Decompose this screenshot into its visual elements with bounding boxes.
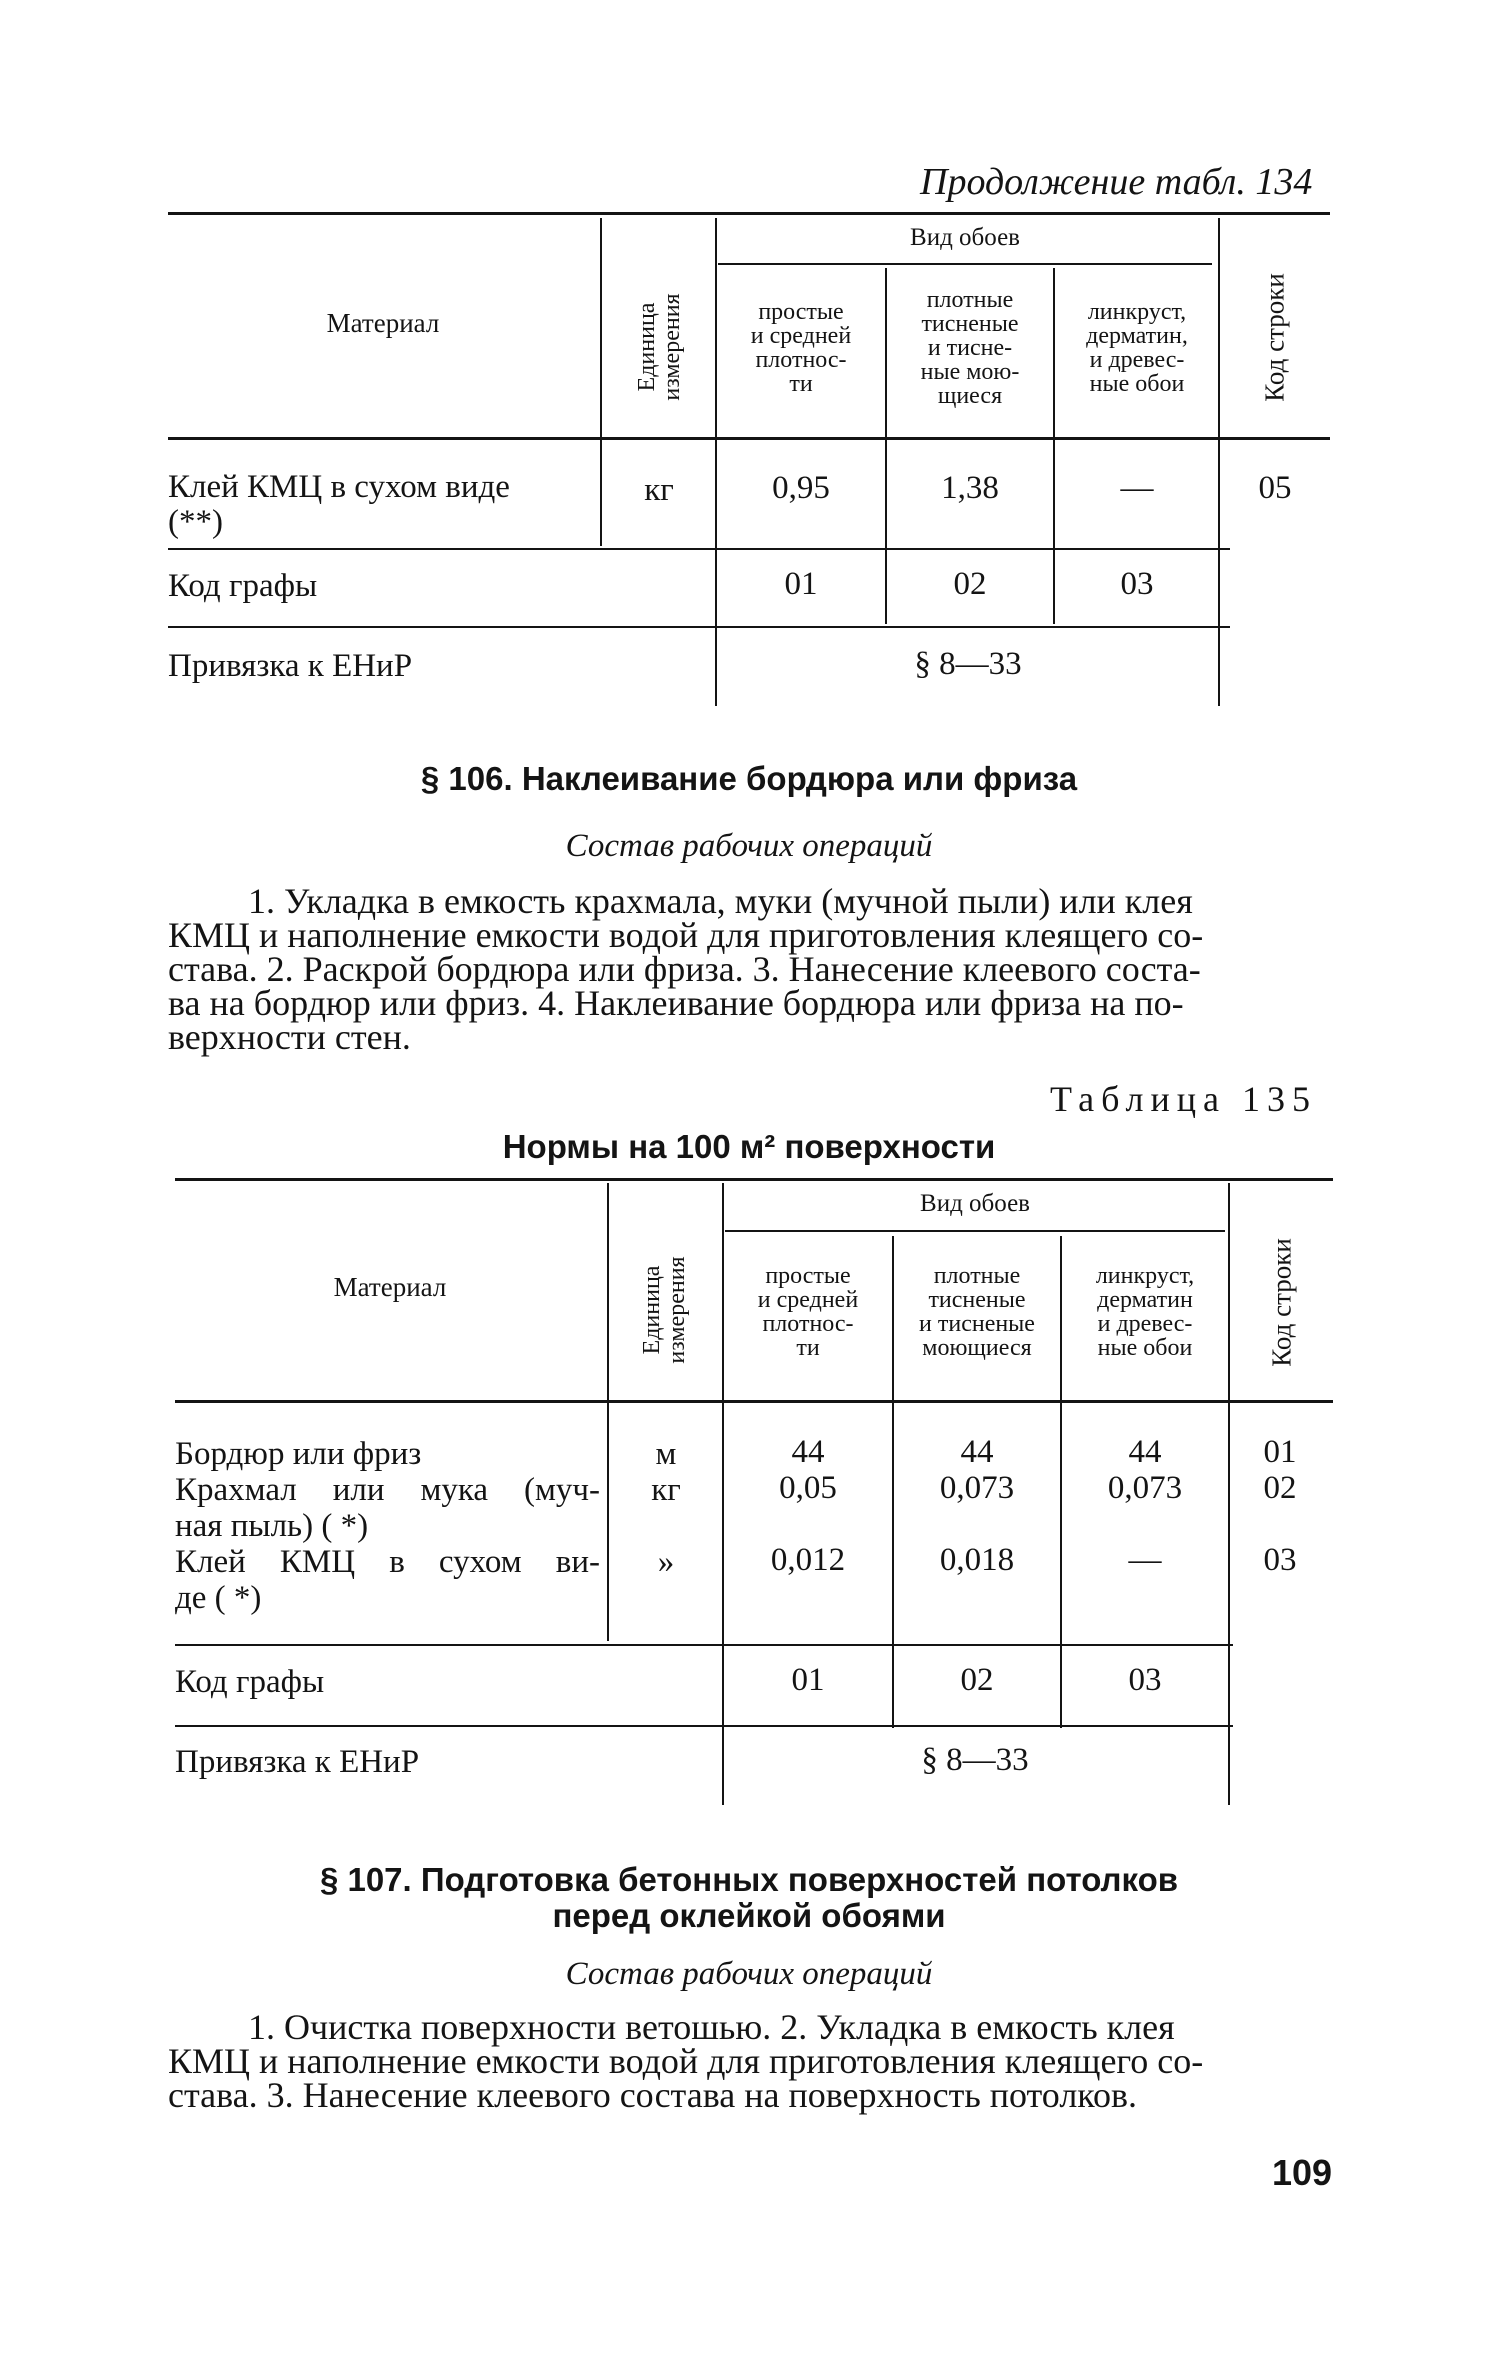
t2-header-material: Материал bbox=[333, 1272, 447, 1302]
row-code: 05 bbox=[1258, 470, 1292, 506]
t2-row-2-value-3: 0,073 bbox=[1107, 1470, 1183, 1506]
header-col3: линкруст, дерматин, и древес- ные обои bbox=[1086, 299, 1188, 397]
section-106-title: § 106. Наклеивание бордюра или фриза bbox=[420, 760, 1078, 797]
t2-header-unit: Единица измерения bbox=[639, 1256, 690, 1364]
table-135-label: Таблица 135 bbox=[1050, 1079, 1317, 1119]
t2-row-3-value-1: 0,012 bbox=[770, 1542, 846, 1578]
t2-reference-label: Привязка к ЕНиР bbox=[175, 1744, 420, 1780]
column-code-label: Код графы bbox=[168, 568, 318, 604]
t2-row-2-value-1: 0,05 bbox=[779, 1470, 837, 1506]
table-135-title: Нормы на 100 м² поверхности bbox=[502, 1128, 996, 1165]
t2-row-3-code: 03 bbox=[1263, 1542, 1297, 1578]
t2-row-1-unit: м bbox=[655, 1436, 677, 1472]
t2-row-1-value-1: 44 bbox=[791, 1434, 825, 1470]
t2-row-3-value-3: — bbox=[1128, 1542, 1162, 1578]
row-value-2: 1,38 bbox=[941, 470, 999, 506]
t2-row-2-material: Крахмал или мука (муч- ная пыль) ( *) bbox=[175, 1472, 600, 1544]
row-value-1: 0,95 bbox=[772, 470, 830, 506]
section-106-subtitle: Состав рабочих операций bbox=[565, 828, 933, 864]
column-code-2: 02 bbox=[953, 566, 987, 602]
header-col2: плотные тисненые и тисне- ные мою- щиеся bbox=[920, 287, 1020, 409]
t2-row-1-value-3: 44 bbox=[1128, 1434, 1162, 1470]
section-107-subtitle: Состав рабочих операций bbox=[565, 1956, 933, 1992]
table-continuation-label: Продолжение табл. 134 bbox=[920, 161, 1313, 203]
reference-value: § 8—33 bbox=[914, 646, 1022, 682]
t2-column-code-label: Код графы bbox=[175, 1664, 325, 1700]
t2-row-3-value-2: 0,018 bbox=[939, 1542, 1015, 1578]
row-value-3: — bbox=[1120, 470, 1154, 506]
header-unit: Единица измерения bbox=[634, 293, 685, 401]
row-unit: кг bbox=[644, 472, 674, 508]
row-material: Клей КМЦ в сухом виде (**) bbox=[168, 469, 510, 540]
page-number: 109 bbox=[1272, 2152, 1333, 2193]
column-code-1: 01 bbox=[784, 566, 818, 602]
header-col1: простые и средней плотнос- ти bbox=[750, 299, 852, 397]
t2-row-1-code: 01 bbox=[1263, 1434, 1297, 1470]
t2-row-2-unit: кг bbox=[651, 1472, 681, 1508]
t2-header-col1: простые и средней плотнос- ти bbox=[757, 1263, 859, 1361]
t2-column-code-1: 01 bbox=[791, 1662, 825, 1698]
reference-label: Привязка к ЕНиР bbox=[168, 648, 413, 684]
t2-header-row-code: Код строки bbox=[1266, 1238, 1297, 1367]
column-code-3: 03 bbox=[1120, 566, 1154, 602]
t2-row-2-value-2: 0,073 bbox=[939, 1470, 1015, 1506]
t2-row-2-code: 02 bbox=[1263, 1470, 1297, 1506]
header-wallpaper-type: Вид обоев bbox=[910, 224, 1020, 251]
t2-row-1-value-2: 44 bbox=[960, 1434, 994, 1470]
t2-header-col2: плотные тисненые и тисненые моющиеся bbox=[919, 1263, 1035, 1361]
t2-header-wallpaper-type: Вид обоев bbox=[920, 1190, 1030, 1217]
section-107-text: 1. Очистка поверхности ветошью. 2. Укладка в емкость клея КМЦ и наполнение емкости водой для приготовления клеящего со- става. 3. Нанесение клеевого состава на поверхность потолков. bbox=[168, 2007, 1204, 2115]
t2-column-code-3: 03 bbox=[1128, 1662, 1162, 1698]
t2-header-col3: линкруст, дерматин и древес- ные обои bbox=[1095, 1263, 1195, 1361]
t2-column-code-2: 02 bbox=[960, 1662, 994, 1698]
header-row-code: Код строки bbox=[1259, 273, 1290, 402]
section-106-text: 1. Укладка в емкость крахмала, муки (мучной пыли) или клея КМЦ и наполнение емкости водой для приготовления клеящего со- става. 2. Раскрой бордюра или фриза. 3. Нанесение клеевого соста- ва на бордюр или фриз. 4. Наклеивание бордюра или фриза на по- верхности стен. bbox=[168, 881, 1204, 1057]
section-107-title: § 107. Подготовка бетонных поверхностей потолков перед оклейкой обоями bbox=[319, 1861, 1179, 1934]
t2-row-3-material: Клей КМЦ в сухом ви- де ( *) bbox=[175, 1544, 600, 1616]
t2-row-1-material: Бордюр или фриз bbox=[175, 1436, 422, 1472]
t2-reference-value: § 8—33 bbox=[921, 1742, 1029, 1778]
header-material: Материал bbox=[326, 308, 440, 338]
t2-row-3-unit: » bbox=[657, 1544, 675, 1580]
